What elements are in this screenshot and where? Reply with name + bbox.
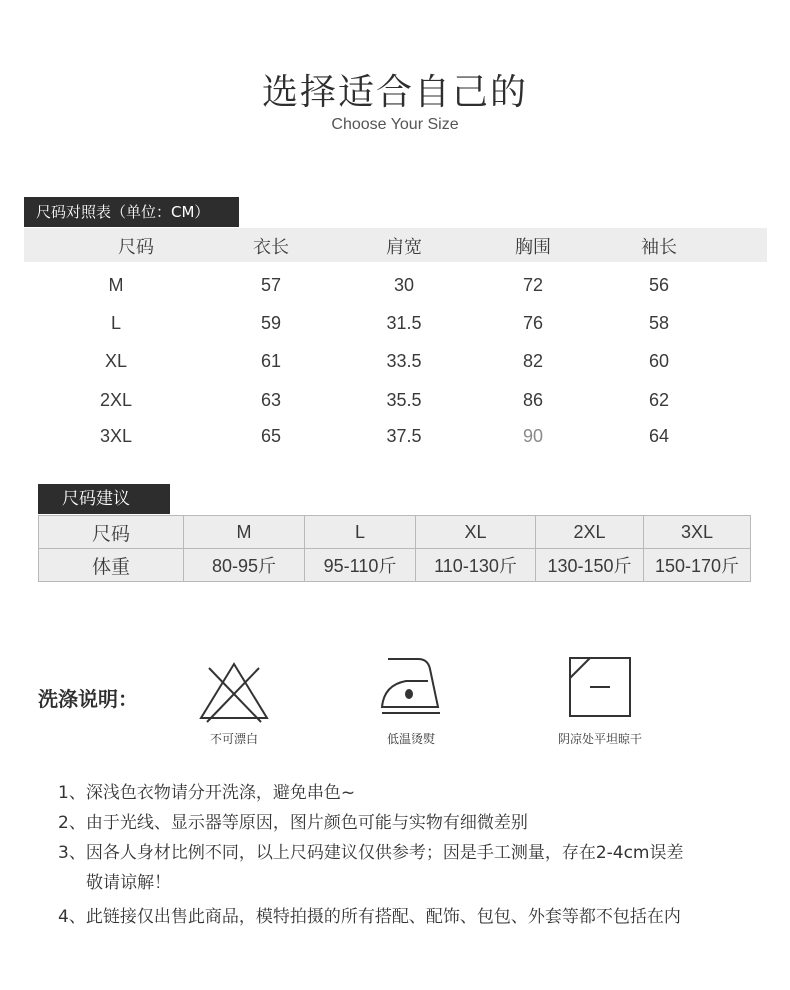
size-chart-value-cell: 63 [260, 390, 282, 410]
recommendation-weight-cell: 150-170斤 [644, 549, 751, 582]
care-text-no-bleach: 不可漂白 [209, 732, 258, 746]
care-text-low-iron: 低温烫熨 [386, 732, 435, 746]
size-chart-value-cell: 30 [393, 275, 415, 295]
size-chart-value-cell: 65 [260, 426, 282, 446]
size-chart-value-cell: 72 [522, 275, 544, 295]
care-instructions-label: 洗涤说明： [38, 687, 138, 711]
care-text-dry-flat-shade: 阴凉处平坦晾干 [557, 732, 642, 746]
recommendation-size-label: 尺码 [39, 516, 184, 549]
size-chart-size-cell: 2XL [99, 390, 133, 410]
size-recommendation-table [38, 515, 751, 582]
recommendation-weight-label: 体重 [39, 549, 184, 582]
size-chart-value-cell: 82 [522, 351, 544, 371]
size-chart-value-cell: 35.5 [386, 390, 422, 410]
size-chart-column-header: 衣长 [253, 237, 289, 258]
note-text: 1、深浅色衣物请分开洗涤，避免串色~ [58, 783, 356, 803]
recommendation-size-cell: L [305, 516, 416, 549]
size-chart-value-cell: 33.5 [386, 351, 422, 371]
size-chart-column-header: 胸围 [515, 237, 551, 258]
size-chart-value-cell: 37.5 [386, 426, 422, 446]
size-chart-value-cell: 90 [522, 426, 544, 446]
note-item [58, 838, 768, 898]
size-recommendation-tag: 尺码建议 [38, 484, 170, 514]
size-chart-size-cell: M [108, 275, 124, 295]
size-chart-value-cell: 60 [648, 351, 670, 371]
size-chart-column-header: 尺码 [118, 237, 154, 258]
recommendation-size-cell: 3XL [644, 516, 751, 549]
size-chart-column-header: 袖长 [641, 237, 677, 258]
size-chart-value-cell: 58 [648, 313, 670, 333]
size-chart-size-cell: L [110, 313, 121, 333]
page-title: 选择适合自己的 [261, 72, 528, 113]
dry-flat-shade-icon [566, 656, 634, 718]
recommendation-weight-row [39, 549, 751, 582]
recommendation-weight-cell: 130-150斤 [536, 549, 644, 582]
recommendation-size-cell: XL [416, 516, 536, 549]
note-item [58, 808, 768, 838]
note-item [58, 778, 768, 808]
note-text: 2、由于光线、显示器等原因，图片颜色可能与实物有细微差别 [58, 813, 528, 833]
size-chart-value-cell: 61 [260, 351, 282, 371]
note-text: 4、此链接仅出售此商品，模特拍摄的所有搭配、配饰、包包、外套等都不包括在内 [58, 907, 681, 927]
recommendation-weight-cell: 110-130斤 [416, 549, 536, 582]
size-chart-value-cell: 76 [522, 313, 544, 333]
size-chart-value-cell: 57 [260, 275, 282, 295]
size-chart-size-cell: 3XL [99, 426, 133, 446]
size-chart-value-cell: 62 [648, 390, 670, 410]
size-chart-column-header: 肩宽 [386, 237, 422, 258]
recommendation-size-row [39, 516, 751, 549]
size-chart-tag: 尺码对照表（单位：CM） [24, 197, 239, 227]
size-chart-value-cell: 59 [260, 313, 282, 333]
recommendation-size-cell: 2XL [536, 516, 644, 549]
size-chart-value-cell: 64 [648, 426, 670, 446]
recommendation-weight-cell: 95-110斤 [305, 549, 416, 582]
note-item [58, 902, 768, 932]
page-subtitle: Choose Your Size [331, 116, 459, 133]
size-chart-value-cell: 31.5 [386, 313, 422, 333]
size-chart-size-cell: XL [104, 351, 128, 371]
size-chart-value-cell: 56 [648, 275, 670, 295]
size-chart-value-cell: 86 [522, 390, 544, 410]
recommendation-weight-cell: 80-95斤 [184, 549, 305, 582]
note-text: 3、因各人身材比例不同，以上尺码建议仅供参考；因是手工测量，存在2-4cm误差 [58, 843, 684, 863]
notes-list [58, 778, 768, 932]
low-iron-icon [378, 655, 444, 717]
note-continuation: 敬请谅解！ [86, 873, 171, 893]
recommendation-size-cell: M [184, 516, 305, 549]
no-bleach-icon [197, 660, 271, 724]
